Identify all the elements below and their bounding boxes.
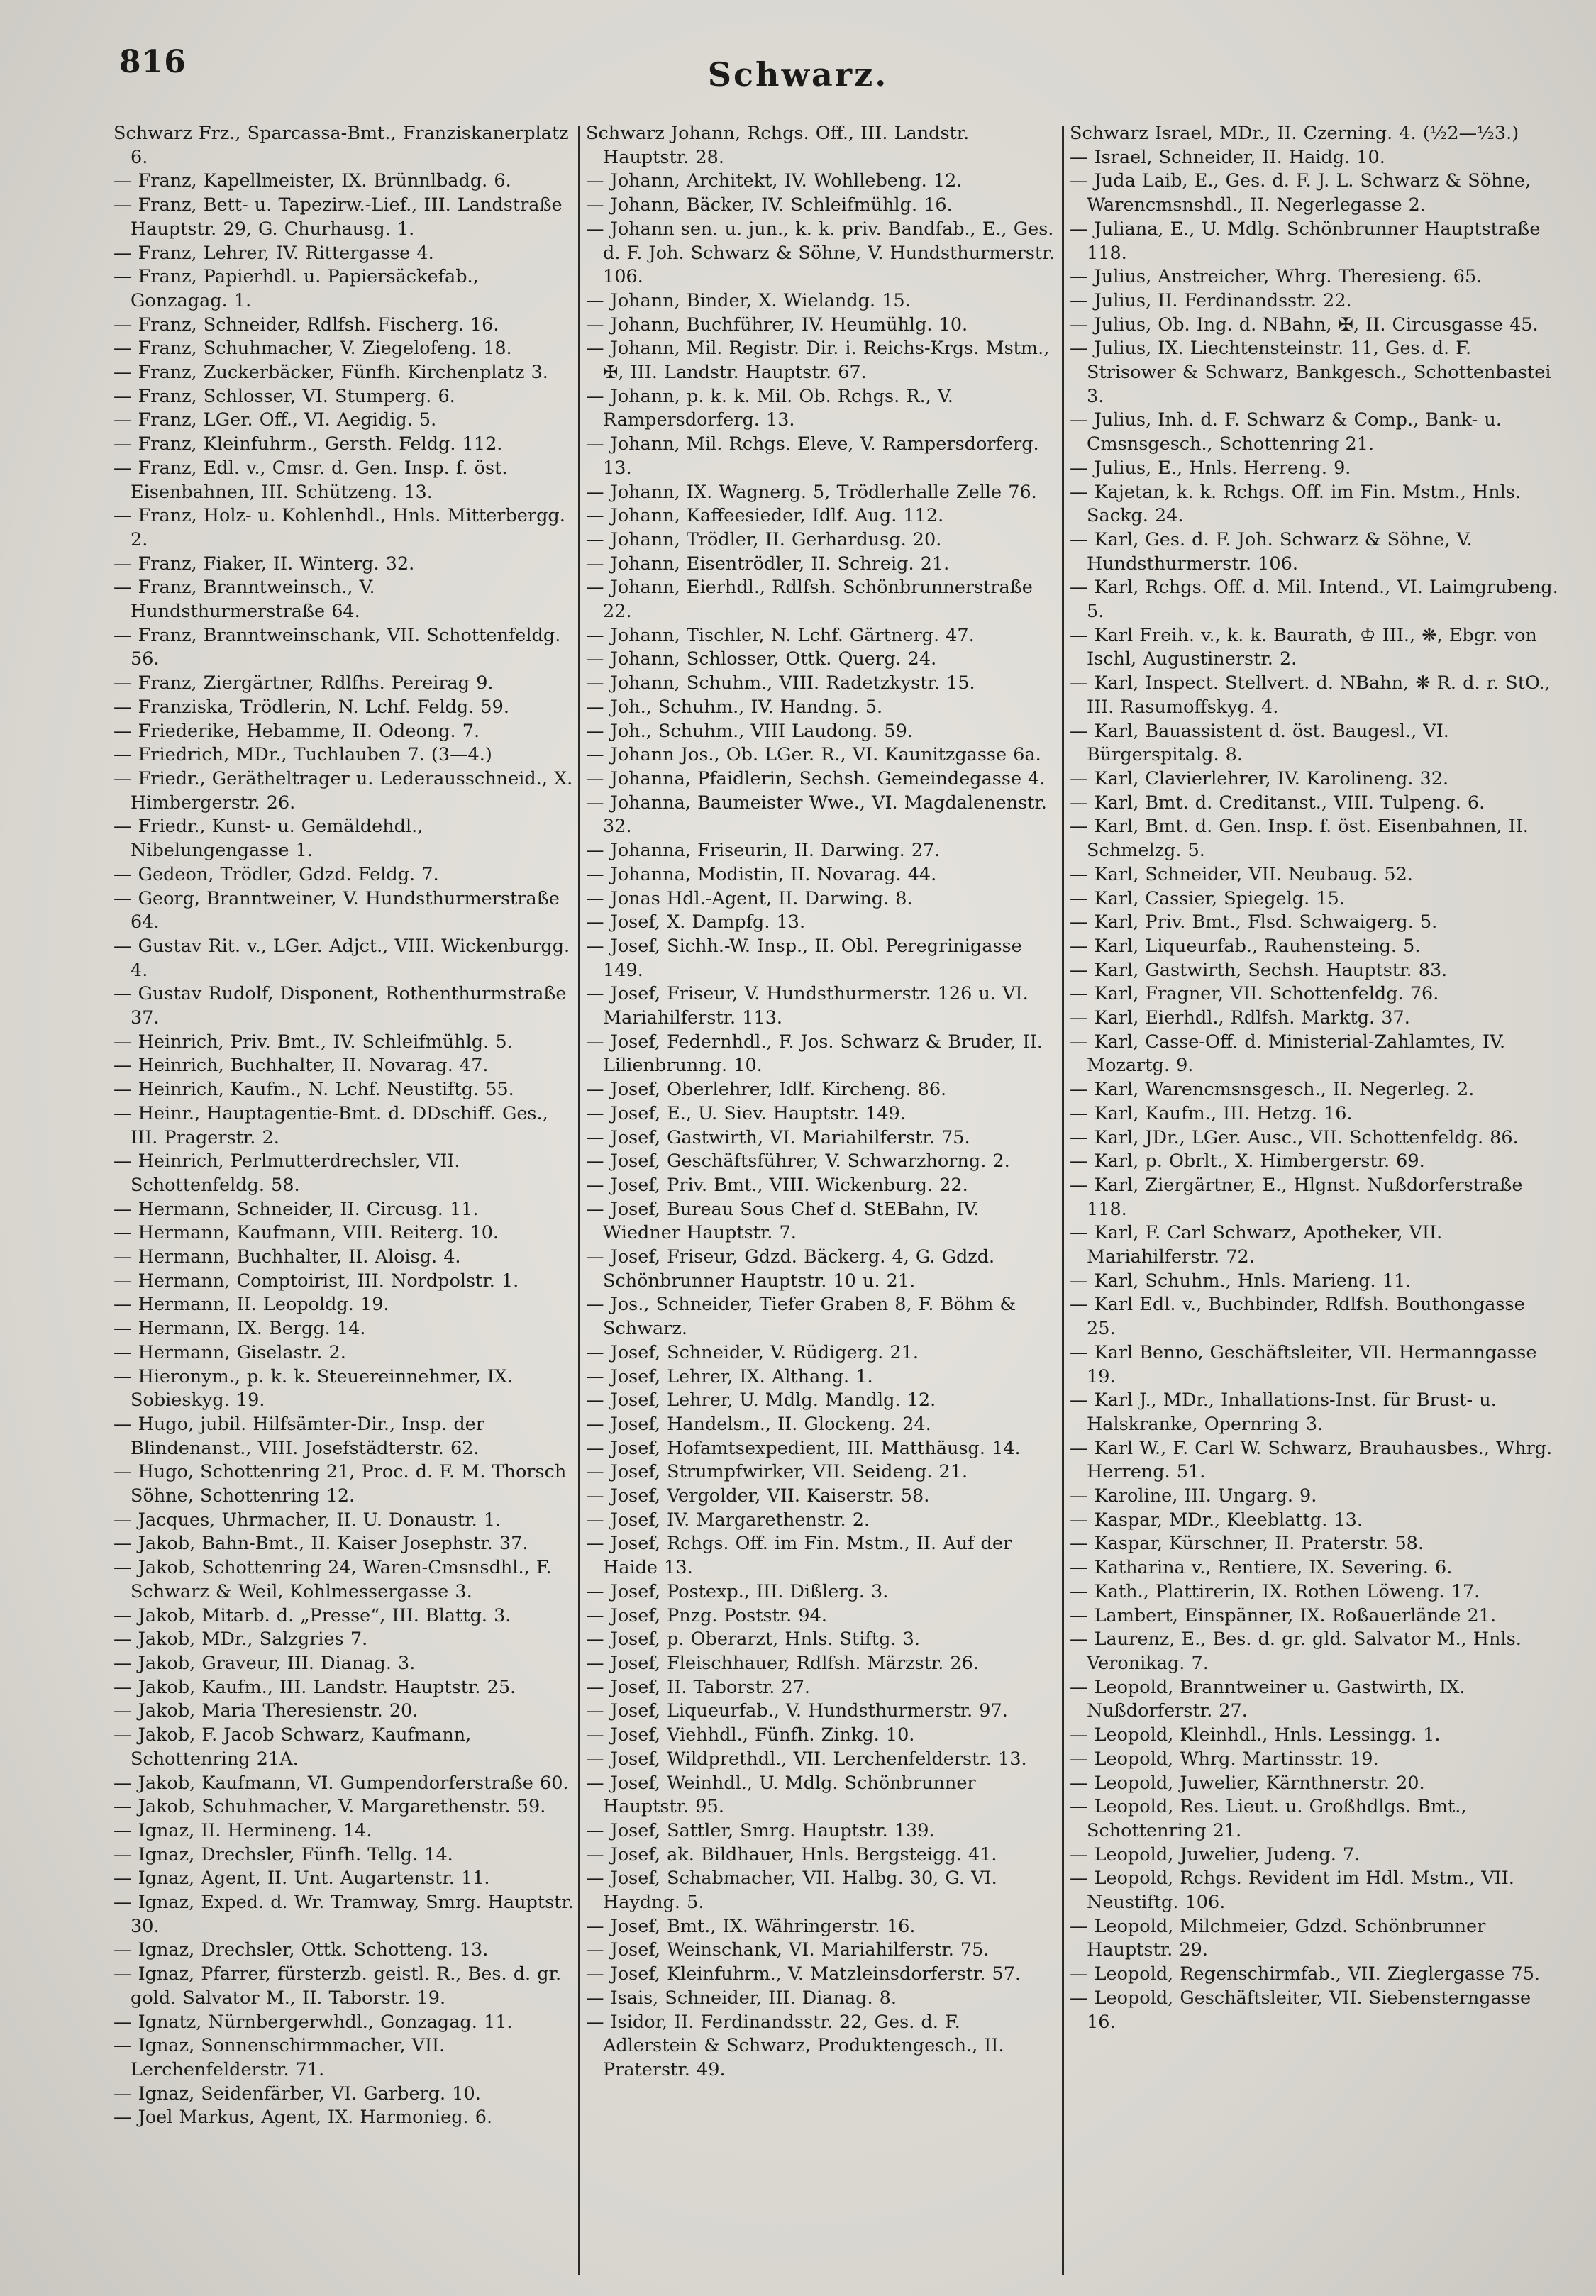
directory-entry: — Julius, IX. Liechtensteinstr. 11, Ges. d. F. Strisower & Schwarz, Bankgesch., Schottenbastei 3. [1070,338,1551,407]
directory-entry: — Josef, Gastwirth, VI. Mariahilferstr. 75. [586,1126,970,1148]
directory-entry: — Katharina v., Rentiere, IX. Severing. 6. [1070,1557,1453,1579]
directory-entry: — Johann, Trödler, II. Gerhardusg. 20. [586,528,942,550]
directory-entry: — Juliana, E., U. Mdlg. Schönbrunner Hauptstraße 118. [1070,218,1541,264]
directory-entry: — Hugo, jubil. Hilfsämter-Dir., Insp. der Blindenanst., VIII. Josefstädterstr. 62. [113,1413,484,1459]
directory-entry: — Jakob, Maria Theresienstr. 20. [113,1700,419,1722]
directory-entry: — Hieronym., p. k. k. Steuereinnehmer, IX. Sobieskyg. 19. [113,1365,514,1412]
directory-entry: — Johann, Kaffeesieder, Idlf. Aug. 112. [586,505,944,527]
directory-entry: — Julius, Ob. Ing. d. NBahn, ✠, II. Circusgasse 45. [1070,314,1539,335]
directory-entry: — Karl, Warencmsnsgesch., II. Negerleg. 2. [1070,1079,1475,1101]
directory-entry: — Heinrich, Perlmutterdrechsler, VII. Schottenfeldg. 58. [113,1150,460,1196]
directory-entry: — Karl, Bauassistent d. öst. Baugesl., VI. Bürgerspitalg. 8. [1070,720,1449,766]
directory-entry: — Johanna, Baumeister Wwe., VI. Magdalenenstr. 32. [586,792,1047,838]
directory-entry: — Hugo, Schottenring 21, Proc. d. F. M. Thorsch Söhne, Schottenring 12. [113,1461,567,1507]
directory-entry: — Jacques, Uhrmacher, II. U. Donaustr. 1. [113,1509,501,1531]
directory-entry: — Franz, Bett- u. Tapezirw.-Lief., III. Landstraße Hauptstr. 29, G. Churhausg. 1. [113,194,563,240]
directory-entry: — Karl, JDr., LGer. Ausc., VII. Schottenfeldg. 86. [1070,1126,1519,1148]
directory-entry: — Josef, II. Taborstr. 27. [586,1676,811,1698]
directory-entry: — Jakob, Mitarb. d. „Presse“, III. Blattg. 3. [113,1604,511,1626]
directory-entry: — Leopold, Geschäftsleiter, VII. Siebensterngasse 16. [1070,1987,1531,2033]
directory-entry: — Gustav Rit. v., LGer. Adjct., VIII. Wickenburgg. 4. [113,935,570,981]
directory-entry: — Leopold, Milchmeier, Gdzd. Schönbrunner Hauptstr. 29. [1070,1915,1486,1961]
directory-entry: — Johann, Bäcker, IV. Schleifmühlg. 16. [586,194,953,216]
directory-entry: — Friedrich, MDr., Tuchlauben 7. (3—4.) [113,744,492,766]
directory-entry: — Johann, Schlosser, Ottk. Querg. 24. [586,648,937,670]
directory-entry: — Friedr., Gerätheltrager u. Lederausschneid., X. Himbergerstr. 26. [113,767,573,814]
column-1 [113,122,575,2278]
directory-entry: — Julius, Inh. d. F. Schwarz & Comp., Bank- u. Cmsnsgesch., Schottenring 21. [1070,409,1502,455]
directory-entry: — Johanna, Friseurin, II. Darwing. 27. [586,840,941,862]
directory-entry: — Josef, Oberlehrer, Idlf. Kircheng. 86. [586,1079,947,1101]
directory-entry: — Josef, Weinschank, VI. Mariahilferstr. 75. [586,1939,990,1961]
directory-entry: — Josef, Sichh.-W. Insp., II. Obl. Peregrinigasse 149. [586,935,1022,981]
directory-entry: — Karl Freih. v., k. k. Baurath, ♔ III., ❋, Ebgr. von Ischl, Augustinerstr. 2. [1070,624,1537,670]
directory-entry: — Karl, Fragner, VII. Schottenfeldg. 76. [1070,983,1439,1005]
directory-entry: — Johann Jos., Ob. LGer. R., VI. Kaunitzgasse 6a. [586,744,1041,766]
directory-entry: — Leopold, Juwelier, Judeng. 7. [1070,1843,1361,1865]
directory-entry: — Karl Edl. v., Buchbinder, Rdlfsh. Bouthongasse 25. [1070,1294,1525,1340]
directory-entry: — Julius, E., Hnls. Herreng. 9. [1070,457,1351,479]
column-rule [1062,126,1064,2275]
directory-entry: — Johann, p. k. k. Mil. Ob. Rchgs. R., V. Rampersdorferg. 13. [586,385,953,431]
directory-entry: — Karl, Clavierlehrer, IV. Karolineng. 32. [1070,767,1449,789]
directory-entry: — Josef, Friseur, V. Hundsthurmerstr. 126 u. VI. Mariahilferstr. 113. [586,983,1029,1029]
directory-entry: — Johann, Tischler, N. Lchf. Gärtnerg. 47. [586,624,975,646]
directory-entry: — Josef, Sattler, Smrg. Hauptstr. 139. [586,1819,935,1841]
directory-entry: — Ignaz, Drechsler, Ottk. Schotteng. 13. [113,1939,489,1961]
directory-entry: — Karl, p. Obrlt., X. Himbergerstr. 69. [1070,1150,1425,1172]
column-rule [578,126,580,2275]
directory-entry: — Friedr., Kunst- u. Gemäldehdl., Nibelungengasse 1. [113,816,423,862]
running-head: Schwarz. [707,55,889,94]
directory-entry: — Franz, LGer. Off., VI. Aegidig. 5. [113,409,437,431]
directory-entry: — Karl, Bmt. d. Creditanst., VIII. Tulpeng. 6. [1070,792,1485,814]
directory-entry: — Franz, Ziergärtner, Rdlfhs. Pereirag 9. [113,672,494,694]
directory-entry: — Heinrich, Priv. Bmt., IV. Schleifmühlg. 5. [113,1031,513,1053]
directory-entry: — Josef, Federnhdl., F. Jos. Schwarz & Bruder, II. Lilienbrunng. 10. [586,1031,1043,1077]
directory-entry: — Hermann, IX. Bergg. 14. [113,1318,366,1340]
directory-entry: — Franz, Fiaker, II. Winterg. 32. [113,553,415,575]
directory-entry: Schwarz Israel, MDr., II. Czerning. 4. (½2—½3.) [1070,123,1519,144]
directory-entry: — Franz, Schuhmacher, V. Ziegelofeng. 18. [113,338,512,360]
directory-entry: — Ignaz, II. Hermineng. 14. [113,1819,372,1841]
directory-entry: — Jakob, Schuhmacher, V. Margarethenstr. 59. [113,1796,546,1818]
directory-entry: — Leopold, Rchgs. Revident im Hdl. Mstm., VII. Neustiftg. 106. [1070,1868,1514,1914]
directory-entry: — Josef, Postexp., III. Dißlerg. 3. [586,1580,889,1602]
directory-entry: — Hermann, Schneider, II. Circusg. 11. [113,1198,479,1220]
directory-entry: — Isais, Schneider, III. Dianag. 8. [586,1987,897,2009]
directory-entry: — Leopold, Branntweiner u. Gastwirth, IX. Nußdorferstr. 27. [1070,1676,1465,1722]
directory-entry: — Josef, Bureau Sous Chef d. StEBahn, IV. Wiedner Hauptstr. 7. [586,1198,980,1244]
directory-entry: — Ignaz, Drechsler, Fünfh. Tellg. 14. [113,1843,453,1865]
directory-entry: — Johann, Architekt, IV. Wohllebeng. 12. [586,170,963,192]
directory-entry: — Ignaz, Seidenfärber, VI. Garberg. 10. [113,2083,481,2104]
directory-entry: — Josef, ak. Bildhauer, Hnls. Bergsteigg. 41. [586,1843,997,1865]
directory-entry: — Josef, Schneider, V. Rüdigerg. 21. [586,1341,919,1363]
directory-entry: — Josef, Weinhdl., U. Mdlg. Schönbrunner Hauptstr. 95. [586,1772,976,1818]
directory-entry: — Franziska, Trödlerin, N. Lchf. Feldg. 59. [113,696,509,718]
page-number: 816 [119,44,187,80]
directory-entry: — Josef, Fleischhauer, Rdlfsh. Märzstr. 26. [586,1653,979,1674]
directory-entry: — Isidor, II. Ferdinandsstr. 22, Ges. d. F. Adlerstein & Schwarz, Produktengesch., II. Praterstr. 49. [586,2011,1004,2080]
directory-entry: — Karl, Schneider, VII. Neubaug. 52. [1070,863,1413,885]
directory-entry: — Josef, p. Oberarzt, Hnls. Stiftg. 3. [586,1629,920,1651]
directory-entry: — Franz, Branntweinschank, VII. Schottenfeldg. 56. [113,624,561,670]
directory-entry: — Joh., Schuhm., VIII Laudong. 59. [586,720,913,742]
directory-entry: — Franz, Kapellmeister, IX. Brünnlbadg. 6. [113,170,511,192]
directory-entry: — Kaspar, MDr., Kleeblattg. 13. [1070,1509,1363,1531]
directory-entry: — Julius, II. Ferdinandsstr. 22. [1070,289,1352,311]
directory-entry: — Josef, Priv. Bmt., VIII. Wickenburg. 22. [586,1174,968,1196]
column-2 [586,122,1058,2278]
directory-entry: — Leopold, Res. Lieut. u. Großhdlgs. Bmt., Schottenring 21. [1070,1796,1467,1841]
directory-entry: — Karl, Cassier, Spiegelg. 15. [1070,887,1345,909]
directory-entry: — Georg, Branntweiner, V. Hundsthurmerstraße 64. [113,887,560,933]
directory-entry: — Josef, Friseur, Gdzd. Bäckerg. 4, G. Gdzd. Schönbrunner Hauptstr. 10 u. 21. [586,1246,995,1292]
directory-entry: — Johann, Mil. Rchgs. Eleve, V. Rampersdorferg. 13. [586,433,1039,479]
directory-entry: — Friederike, Hebamme, II. Odeong. 7. [113,720,480,742]
directory-entry: — Juda Laib, E., Ges. d. F. J. L. Schwarz & Söhne, Warencmsnshdl., II. Negerlegasse 2. [1070,170,1531,216]
directory-entry: — Jakob, Graveur, III. Dianag. 3. [113,1653,416,1674]
directory-entry: — Johann, Eisentrödler, II. Schreig. 21. [586,553,950,575]
directory-entry: — Johann, IX. Wagnerg. 5, Trödlerhalle Zelle 76. [586,481,1037,503]
directory-entry: — Karl, Casse-Off. d. Ministerial-Zahlamtes, IV. Mozartg. 9. [1070,1031,1506,1077]
directory-entry: — Julius, Anstreicher, Whrg. Theresieng. 65. [1070,266,1483,288]
directory-entry: — Hermann, II. Leopoldg. 19. [113,1294,389,1316]
directory-entry: — Jonas Hdl.-Agent, II. Darwing. 8. [586,887,913,909]
directory-entry: — Jakob, MDr., Salzgries 7. [113,1629,368,1651]
directory-entry: — Josef, Rchgs. Off. im Fin. Mstm., II. Auf der Haide 13. [586,1533,1012,1579]
directory-entry: — Ignaz, Sonnenschirmmacher, VII. Lerchenfelderstr. 71. [113,2035,445,2080]
directory-entry: — Josef, Hofamtsexpedient, III. Matthäusg. 14. [586,1437,1021,1459]
directory-entry: — Leopold, Regenschirmfab., VII. Zieglergasse 75. [1070,1963,1541,1985]
directory-entry: — Johann, Binder, X. Wielandg. 15. [586,289,911,311]
directory-entry: — Josef, Vergolder, VII. Kaiserstr. 58. [586,1485,930,1507]
directory-entry: — Jakob, Kaufmann, VI. Gumpendorferstraße 60. [113,1772,569,1794]
directory-entry: — Leopold, Kleinhdl., Hnls. Lessingg. 1. [1070,1724,1441,1746]
directory-entry: — Kaspar, Kürschner, II. Praterstr. 58. [1070,1533,1424,1555]
directory-entry: — Karl, Rchgs. Off. d. Mil. Intend., VI. Laimgrubeng. 5. [1070,577,1558,623]
directory-entry: — Kajetan, k. k. Rchgs. Off. im Fin. Mstm., Hnls. Sackg. 24. [1070,481,1521,527]
directory-entry: — Ignaz, Exped. d. Wr. Tramway, Smrg. Hauptstr. 30. [113,1892,574,1937]
directory-entry: Schwarz Frz., Sparcassa-Bmt., Franziskanerplatz 6. [113,123,569,168]
directory-entry: — Jakob, Kaufm., III. Landstr. Hauptstr. 25. [113,1676,516,1698]
directory-entry: — Jakob, F. Jacob Schwarz, Kaufmann, Schottenring 21A. [113,1724,472,1770]
directory-entry: — Joel Markus, Agent, IX. Harmonieg. 6. [113,2107,493,2129]
directory-entry: — Josef, Kleinfuhrm., V. Matzleinsdorferstr. 57. [586,1963,1021,1985]
directory-entry: — Karl, Liqueurfab., Rauhensteing. 5. [1070,935,1421,957]
directory-entry: — Laurenz, E., Bes. d. gr. gld. Salvator M., Hnls. Veronikag. 7. [1070,1629,1522,1674]
directory-entry: — Josef, Handelsm., II. Glockeng. 24. [586,1413,931,1435]
directory-entry: — Josef, Schabmacher, VII. Halbg. 30, G. VI. Haydng. 5. [586,1868,997,1914]
directory-entry: — Ignaz, Agent, II. Unt. Augartenstr. 11. [113,1868,490,1890]
directory-entry: — Josef, Liqueurfab., V. Hundsthurmerstr. 97. [586,1700,1008,1722]
directory-entry: — Josef, Geschäftsführer, V. Schwarzhorng. 2. [586,1150,1010,1172]
directory-entry: — Hermann, Kaufmann, VIII. Reiterg. 10. [113,1222,499,1244]
directory-entry: — Johanna, Pfaidlerin, Sechsh. Gemeindegasse 4. [586,767,1046,789]
directory-entry: — Karl, Ziergärtner, E., Hlgnst. Nußdorferstraße 118. [1070,1174,1523,1220]
directory-entry: — Karl, Priv. Bmt., Flsd. Schwaigerg. 5. [1070,911,1438,933]
directory-entry: — Ignatz, Nürnbergerwhdl., Gonzagag. 11. [113,2011,513,2033]
directory-entry: — Josef, IV. Margarethenstr. 2. [586,1509,870,1531]
directory-entry: — Jos., Schneider, Tiefer Graben 8, F. Böhm & Schwarz. [586,1294,1016,1340]
directory-entry: — Joh., Schuhm., IV. Handng. 5. [586,696,883,718]
directory-entry: — Leopold, Juwelier, Kärnthnerstr. 20. [1070,1772,1425,1794]
directory-entry: — Karl W., F. Carl W. Schwarz, Brauhausbes., Whrg. Herreng. 51. [1070,1437,1553,1483]
directory-entry: — Franz, Holz- u. Kohlenhdl., Hnls. Mitterbergg. 2. [113,505,565,550]
directory-entry: — Hermann, Giselastr. 2. [113,1341,346,1363]
directory-entry: — Johann, Mil. Registr. Dir. i. Reichs-Krgs. Mstm., ✠, III. Landstr. Hauptstr. 67. [586,338,1050,384]
directory-entry: — Jakob, Schottenring 24, Waren-Cmsnsdhl., F. Schwarz & Weil, Kohlmessergasse 3. [113,1557,552,1602]
directory-entry: — Karl, Inspect. Stellvert. d. NBahn, ❋ R. d. r. StO., III. Rasumoffskyg. 4. [1070,672,1551,718]
directory-entry: — Heinr., Hauptagentie-Bmt. d. DDschiff. Ges., III. Pragerstr. 2. [113,1102,548,1148]
directory-entry: — Josef, Pnzg. Poststr. 94. [586,1604,827,1626]
directory-entry: — Karl, Kaufm., III. Hetzg. 16. [1070,1102,1353,1124]
directory-entry: — Johanna, Modistin, II. Novarag. 44. [586,863,937,885]
directory-entry: — Kath., Plattirerin, IX. Rothen Löweng. 17. [1070,1580,1480,1602]
directory-entry: — Josef, Viehhdl., Fünfh. Zinkg. 10. [586,1724,915,1746]
directory-entry: — Josef, Strumpfwirker, VII. Seideng. 21. [586,1461,968,1483]
directory-entry: — Josef, X. Dampfg. 13. [586,911,806,933]
directory-entry: — Franz, Zuckerbäcker, Fünfh. Kirchenplatz 3. [113,362,548,384]
column-3 [1070,122,1559,2278]
directory-entry: — Karl, Eierhdl., Rdlfsh. Marktg. 37. [1070,1007,1410,1029]
directory-entry: — Karoline, III. Ungarg. 9. [1070,1485,1317,1507]
directory-entry: — Johann, Buchführer, IV. Heumühlg. 10. [586,314,968,335]
directory-entry: — Karl, F. Carl Schwarz, Apotheker, VII. Mariahilferstr. 72. [1070,1222,1443,1268]
directory-entry: — Franz, Kleinfuhrm., Gersth. Feldg. 112. [113,433,503,455]
directory-entry: — Heinrich, Kaufm., N. Lchf. Neustiftg. 55. [113,1079,514,1101]
directory-entry: — Leopold, Whrg. Martinsstr. 19. [1070,1748,1379,1770]
directory-entry: — Josef, Bmt., IX. Währingerstr. 16. [586,1915,916,1937]
directory-entry: — Franz, Papierhdl. u. Papiersäckefab., Gonzagag. 1. [113,266,479,311]
directory-entry: — Franz, Edl. v., Cmsr. d. Gen. Insp. f. öst. Eisenbahnen, III. Schützeng. 13. [113,457,508,503]
directory-entry: — Karl, Ges. d. F. Joh. Schwarz & Söhne, V. Hundsthurmerstr. 106. [1070,528,1473,575]
directory-entry: — Gedeon, Trödler, Gdzd. Feldg. 7. [113,863,439,885]
directory-entry: — Franz, Schneider, Rdlfsh. Fischerg. 16. [113,314,499,335]
directory-entry: — Josef, E., U. Siev. Hauptstr. 149. [586,1102,906,1124]
directory-entry: — Heinrich, Buchhalter, II. Novarag. 47. [113,1055,489,1077]
directory-entry: — Karl, Bmt. d. Gen. Insp. f. öst. Eisenbahnen, II. Schmelzg. 5. [1070,816,1529,862]
directory-entry: — Johann, Schuhm., VIII. Radetzkystr. 15. [586,672,975,694]
directory-entry: — Ignaz, Pfarrer, fürsterzb. geistl. R., Bes. d. gr. gold. Salvator M., II. Taborstr. 19. [113,1963,562,2009]
directory-entry: — Johann, Eierhdl., Rdlfsh. Schönbrunnerstraße 22. [586,577,1033,623]
directory-entry: — Karl Benno, Geschäftsleiter, VII. Hermanngasse 19. [1070,1341,1537,1387]
directory-entry: — Johann sen. u. jun., k. k. priv. Bandfab., E., Ges. d. F. Joh. Schwarz & Söhne, V. Hundsthurmerstr. 106. [586,218,1055,288]
directory-entry: — Franz, Lehrer, IV. Rittergasse 4. [113,242,434,264]
directory-entry: — Josef, Wildprethdl., VII. Lerchenfelderstr. 13. [586,1748,1027,1770]
directory-entry: — Josef, Lehrer, U. Mdlg. Mandlg. 12. [586,1390,936,1412]
directory-entry: — Franz, Schlosser, VI. Stumperg. 6. [113,385,455,407]
directory-entry: — Karl, Schuhm., Hnls. Marieng. 11. [1070,1270,1412,1292]
directory-entry: — Karl J., MDr., Inhallations-Inst. für Brust- u. Halskranke, Opernring 3. [1070,1390,1497,1435]
directory-entry: — Franz, Branntweinsch., V. Hundsthurmerstraße 64. [113,577,375,623]
directory-entry: — Israel, Schneider, II. Haidg. 10. [1070,146,1385,168]
directory-entry: — Josef, Lehrer, IX. Althang. 1. [586,1365,873,1387]
directory-entry: — Karl, Gastwirth, Sechsh. Hauptstr. 83. [1070,959,1448,981]
directory-entry: — Jakob, Bahn-Bmt., II. Kaiser Josephstr. 37. [113,1533,528,1555]
directory-entry: Schwarz Johann, Rchgs. Off., III. Landstr. Hauptstr. 28. [586,123,970,168]
directory-entry: — Gustav Rudolf, Disponent, Rothenthurmstraße 37. [113,983,567,1029]
directory-entry: — Hermann, Buchhalter, II. Aloisg. 4. [113,1246,461,1268]
directory-entry: — Hermann, Comptoirist, III. Nordpolstr. 1. [113,1270,519,1292]
directory-entry: — Lambert, Einspänner, IX. Roßauerlände 21. [1070,1604,1497,1626]
